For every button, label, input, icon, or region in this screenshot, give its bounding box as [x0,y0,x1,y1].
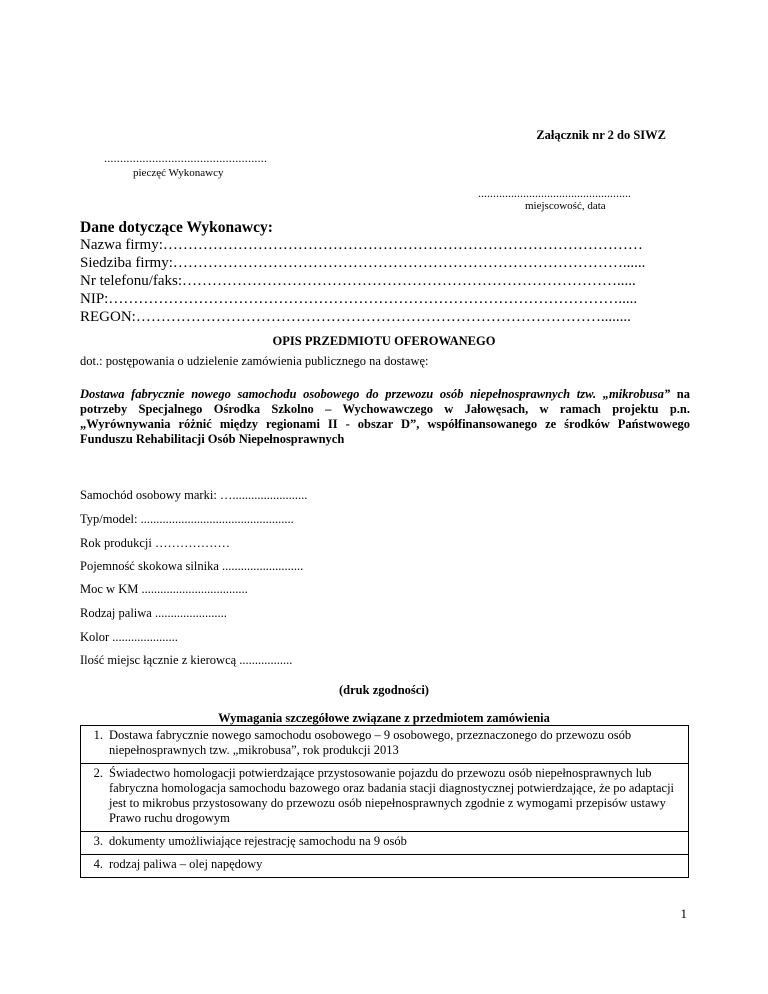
requirement-number: 2. [81,764,108,832]
spec-fuel-type: Rodzaj paliwa ....................... [80,606,227,620]
phone-fax-field: Nr telefonu/faks:……………………………………………………………………………..... [80,273,636,289]
table-row [81,832,689,855]
regon-field: REGON:…………………………………………………………………………………........ [80,309,631,325]
nip-field: NIP:…………………………………………………………………………………………..... [80,291,638,307]
requirement-text: Dostawa fabrycznie nowego samochodu osobowego – 9 osobowego, przeznaczonego do przewozu osób niepełnosprawnych tzw. „mikrobusa”, rok produkcji 2013 [107,726,689,764]
requirement-text: rodzaj paliwa – olej napędowy [107,855,689,878]
procedure-line: dot.: postępowania o udzielenie zamówienia publicznego na dostawę: [80,354,429,368]
spec-model: Typ/model: ................................................. [80,512,294,526]
company-address-field: Siedziba firmy:………………………………………………………………………………...... [80,255,646,271]
spec-engine-capacity: Pojemność skokowa silnika .......................... [80,559,304,573]
table-row [81,764,689,832]
annex-label: Załącznik nr 2 do SIWZ [536,128,666,142]
spec-seats: Ilość miejsc łącznie z kierowcą ................. [80,653,293,667]
requirement-text: Świadectwo homologacji potwierdzające przystosowanie pojazdu do przewozu osób niepełnosprawnych lub fabryczna homologacja samochodu bazowego oraz badania stacji diagnostycznej potwierdzające, że po adaptacji jest to mikrobus przystosowany do przewozu osób niepełnosprawnych zgodnie z wymogami przepisów ustawy Prawo ruchu drogowym [107,764,689,832]
contractor-section-title: Dane dotyczące Wykonawcy: [80,219,273,236]
requirements-title: Wymagania szczegółowe związane z przedmiotem zamówienia [218,711,550,725]
spec-brand: Samochód osobowy marki: …........................ [80,488,308,502]
stamp-label: pieczęć Wykonawcy [133,167,224,179]
requirement-number: 4. [81,855,108,878]
requirements-table [80,725,689,878]
subject-rest: na potrzeby Specjalnego Ośrodka Szkolno – Wychowawczego w Jałowęsach, w ramach projektu p.n. „Wyrównywania różnić między regionami II - obszar D”, współfinansowanego ze środków Państwowego Funduszu Rehabilitacji Osób Niepełnosprawnych [80,387,691,446]
spec-production-year: Rok produkcji ……………… [80,536,230,550]
requirement-text: dokumenty umożliwiające rejestrację samochodu na 9 osób [107,832,689,855]
company-name-field: Nazwa firmy:…………………………………………………………………………………… [80,237,643,253]
document-title: OPIS PRZEDMIOTU OFEROWANEGO [272,334,496,348]
table-row [81,855,689,878]
stamp-dotted-line: ................................................... [104,151,268,165]
order-subject [80,387,690,447]
place-date-label: miejscowość, data [525,200,606,212]
spec-power: Moc w KM .................................. [80,582,248,596]
spec-color: Kolor ..................... [80,630,178,644]
place-date-dotted-line: ................................................... [478,186,631,200]
page-number: 1 [680,906,687,921]
requirement-number: 3. [81,832,108,855]
conformity-label: (druk zgodności) [339,683,429,697]
table-row [81,726,689,764]
subject-italic: Dostawa fabrycznie nowego samochodu osobowego do przewozu osób niepełnosprawnych tzw. „mikrobusa” [80,387,671,401]
requirement-number: 1. [81,726,108,764]
